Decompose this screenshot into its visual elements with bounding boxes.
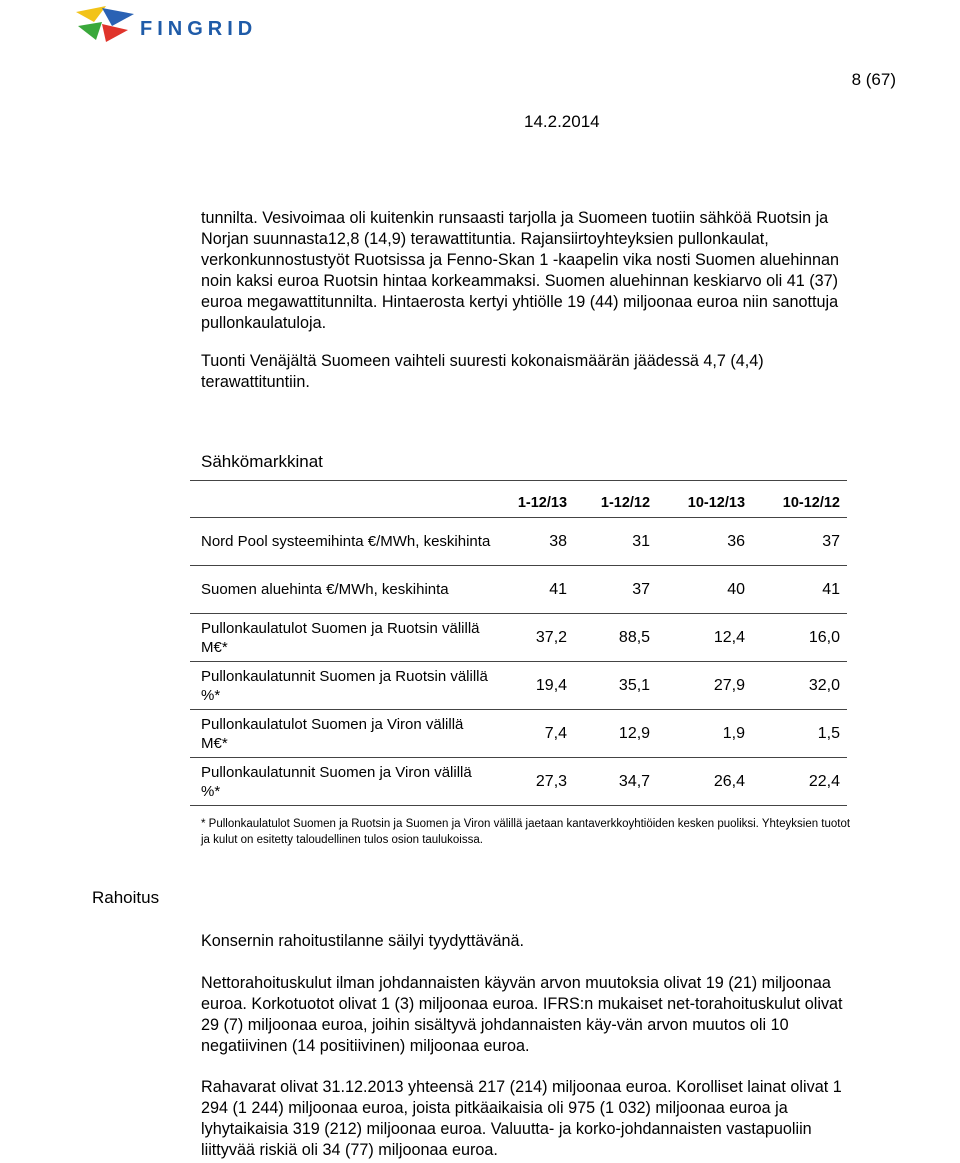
table-row — [190, 614, 847, 662]
table-cell: 27,9 — [657, 662, 752, 710]
paragraph-market-1: tunnilta. Vesivoimaa oli kuitenkin runsaasti tarjolla ja Suomeen tuotiin sähköä Ruotsin ja Norjan suunnasta12,8 (14,9) terawattituntia. Rajansiirtoyhteyksien pullonkaulat, verkonkunnostustyöt Ruotsissa ja Fenno-Skan 1 -kaapelin vika nosti Suomen aluehinnan noin kaksi euroa Ruotsin hintaa korkeammaksi. Suomen aluehinnan keskiarvo oli 41 (37) euroa megawattitunnilta. Hintaerosta kertyi yhtiölle 19 (44) miljoonaa euroa niin sanottuja pullonkaulatuloja. — [201, 209, 839, 332]
table-header-row — [190, 481, 847, 518]
table-cell: 41 — [752, 566, 847, 614]
table-header-empty — [190, 481, 491, 518]
paragraph-market-2: Tuonti Venäjältä Suomeen vaihteli suuresti kokonaismäärän jäädessä 4,7 (4,4) terawattituntiin. — [201, 352, 764, 391]
table-cell: 37,2 — [491, 614, 574, 662]
table-row — [190, 710, 847, 758]
table-cell: 41 — [491, 566, 574, 614]
table-cell: 19,4 — [491, 662, 574, 710]
table-cell: 40 — [657, 566, 752, 614]
table-cell: 38 — [491, 518, 574, 566]
paragraph-financing-2: Nettorahoituskulut ilman johdannaisten käyvän arvon muutoksia olivat 19 (21) miljoonaa euroa. Korkotuotot olivat 1 (3) miljoonaa euroa. IFRS:n mukaiset net-torahoituskulut olivat 29 (7) miljoonaa euroa, joihin sisältyvä johdannaisten käy-vän arvon muutos oli 10 negatiivinen (14 positiivinen) miljoonaa euroa. — [201, 974, 843, 1055]
column-header: 10-12/13 — [687, 495, 746, 511]
table-cell: 12,9 — [574, 710, 657, 758]
electricity-market-table — [190, 480, 847, 806]
table-cell: 36 — [657, 518, 752, 566]
table-cell: 7,4 — [491, 710, 574, 758]
table-cell: 26,4 — [657, 758, 752, 806]
table-cell: 32,0 — [752, 662, 847, 710]
row-label: Pullonkaulatunnit Suomen ja Viron välillä %* — [190, 758, 491, 806]
table-row — [190, 566, 847, 614]
table-cell: 22,4 — [752, 758, 847, 806]
row-label: Nord Pool systeemihinta €/MWh, keskihinta — [190, 518, 491, 566]
table-cell: 37 — [574, 566, 657, 614]
table-cell: 16,0 — [752, 614, 847, 662]
column-header: 1-12/12 — [600, 495, 651, 511]
logo-wordmark: FINGRID — [140, 18, 258, 40]
section-title-markets: Sähkömarkkinat — [201, 452, 323, 471]
table-cell: 37 — [752, 518, 847, 566]
row-label: Pullonkaulatulot Suomen ja Ruotsin välillä M€* — [190, 614, 491, 662]
column-header: 10-12/12 — [782, 495, 840, 511]
table-cell: 12,4 — [657, 614, 752, 662]
table-cell: 27,3 — [491, 758, 574, 806]
fingrid-emblem-icon — [72, 4, 138, 44]
table-cell: 34,7 — [574, 758, 657, 806]
table-cell: 88,5 — [574, 614, 657, 662]
row-label: Suomen aluehinta €/MWh, keskihinta — [190, 566, 491, 614]
table-row — [190, 662, 847, 710]
paragraph-financing-3: Rahavarat olivat 31.12.2013 yhteensä 217 (214) miljoonaa euroa. Korolliset lainat olivat 1 294 (1 244) miljoonaa euroa, joista pitkäaikaisia oli 975 (1 032) miljoonaa euroa ja lyhytaikaisia 319 (212) miljoonaa euroa. Valuutta- ja korko-johdannaisten vastapuoliin liittyvää riskiä oli 34 (77) miljoonaa euroa. — [201, 1078, 842, 1159]
table-cell: 31 — [574, 518, 657, 566]
table-cell: 1,9 — [657, 710, 752, 758]
paragraph-financing-1: Konsernin rahoitustilanne säilyi tyydyttävänä. — [201, 932, 525, 950]
table-row — [190, 758, 847, 806]
document-date: 14.2.2014 — [524, 112, 600, 131]
table-row — [190, 518, 847, 566]
section-title-financing: Rahoitus — [92, 888, 160, 907]
row-label: Pullonkaulatunnit Suomen ja Ruotsin välillä %* — [190, 662, 491, 710]
page-number: 8 (67) — [851, 70, 896, 89]
table-cell: 35,1 — [574, 662, 657, 710]
column-header: 1-12/13 — [517, 495, 568, 511]
fingrid-logo — [72, 4, 302, 44]
table-cell: 1,5 — [752, 710, 847, 758]
row-label: Pullonkaulatulot Suomen ja Viron välillä M€* — [190, 710, 491, 758]
table-footnote: * Pullonkaulatulot Suomen ja Ruotsin ja Suomen ja Viron välillä jaetaan kantaverkkoyhtiöiden kesken puoliksi. Yhteyksien tuotot ja kulut on esitetty taloudellinen tulos osion taulukoissa. — [201, 818, 851, 846]
